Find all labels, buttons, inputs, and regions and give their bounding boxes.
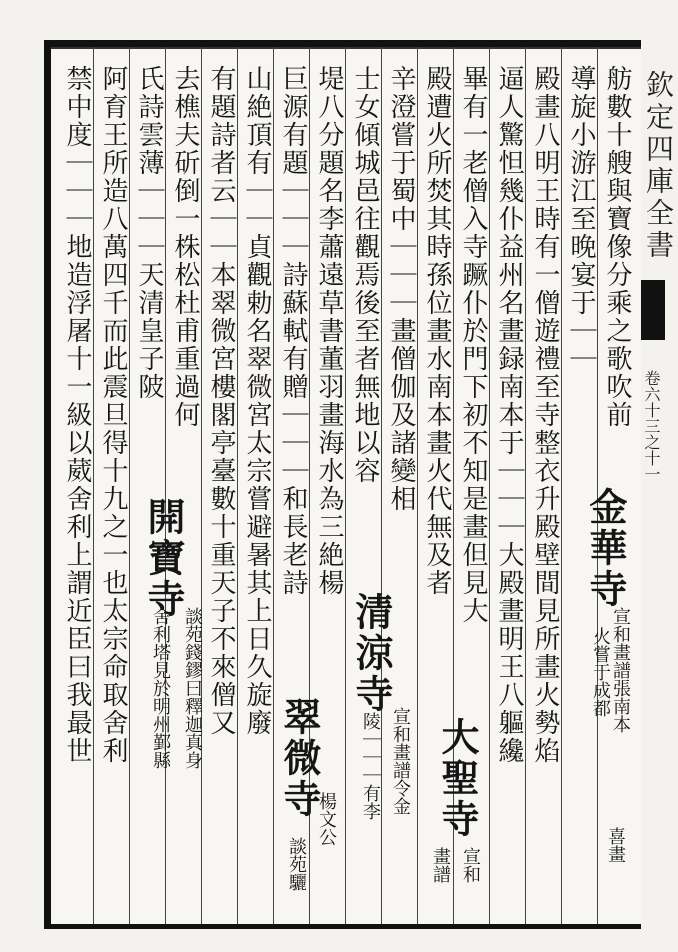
heading-dasheng-temple: 大聖寺 (435, 717, 480, 840)
annotation: 楊文公 (316, 792, 337, 846)
text-column-4: 逼人驚怛幾仆益州名畫録南本于｜｜｜大殿畫明王八軀纔 (494, 65, 524, 765)
text-column-12: 有題詩者云｜｜本翠微宮樓閣亭臺數十重天子不來僧又 (206, 65, 236, 737)
heading-jinhua-temple: 金華寺 (583, 487, 628, 610)
column-rule (489, 47, 490, 924)
column-rule (525, 47, 526, 924)
annotation: 談苑驪 (286, 837, 307, 891)
column-rule (237, 47, 238, 924)
text-column-10: 巨源有題｜｜｜詩蘇軾有贈｜｜｜和長老詩 (278, 65, 308, 597)
column-rule (129, 47, 130, 924)
text-column-16: 禁中度｜｜｜地造浮屠十一級以葳舍利上謂近臣曰我最世 (62, 65, 92, 765)
text-column-1: 舫數十艘與寶像分乘之歌吹前 (602, 65, 632, 429)
column-rule (597, 47, 598, 924)
text-column-7: 辛澄嘗于蜀中｜｜｜畫僧伽及諸變相 (386, 65, 416, 513)
text-column-11: 山絶頂有｜｜貞觀勅名翠微宮太宗嘗避暑其上日久旋廢 (242, 65, 272, 737)
annotation: 談苑錢鏐曰釋迦真身 (182, 607, 203, 769)
column-rule (381, 47, 382, 924)
annotation: 喜畫 (605, 827, 626, 863)
annotation: 陵｜｜｜有李 (360, 712, 381, 820)
column-rule (93, 47, 94, 924)
text-column-2: 導旋小游江至晚宴于｜｜ (566, 65, 596, 373)
heading-cuiwei-temple: 翠微寺 (277, 697, 322, 820)
annotation: 宣和 (460, 847, 481, 883)
volume-label: 卷六十三之十一 (642, 370, 661, 482)
annotation: 宣和畫譜張南本 (610, 607, 631, 733)
heading-kaibao-temple: 開寶寺 (141, 497, 186, 620)
text-column-5: 畢有一老僧入寺蹶仆於門下初不知是畫但見大 (458, 65, 488, 625)
column-rule (273, 47, 274, 924)
column-rule (345, 47, 346, 924)
text-page (44, 40, 641, 929)
column-rule (561, 47, 562, 924)
heading-qingliang-temple: 清涼寺 (349, 592, 394, 715)
text-column-13: 去樵夫斫倒一株松杜甫重過何 (170, 65, 200, 429)
text-column-6: 殿遭火所焚其時孫位畫水南本畫火代無及者 (422, 65, 452, 597)
annotation: 宣和畫譜令金 (390, 707, 411, 815)
text-column-14: 氏詩雲薄｜｜｜天清皇子陂 (134, 65, 164, 401)
column-rule (165, 47, 166, 924)
top-rule (51, 47, 641, 49)
annotation: 火嘗于成都 (590, 627, 611, 717)
text-column-9: 堤八分題名李蕭遠草書董羽畫海水為三絶楊 (314, 65, 344, 597)
text-column-3: 殿畫八明王時有一僧遊禮至寺整衣升殿壁間見所畫火勢焰 (530, 65, 560, 765)
annotation: 畫譜 (430, 847, 451, 883)
annotation: 舍利塔見於明州鄞縣 (150, 607, 171, 769)
column-rule (201, 47, 202, 924)
text-column-15: 阿育王所造八萬四千而此震旦得十九之一也太宗命取舍利 (98, 65, 128, 765)
book-title: 欽定四庫全書 (642, 70, 675, 262)
text-column-8: 士女傾城邑往觀焉後至者無地以容 (350, 65, 380, 485)
column-rule (417, 47, 418, 924)
